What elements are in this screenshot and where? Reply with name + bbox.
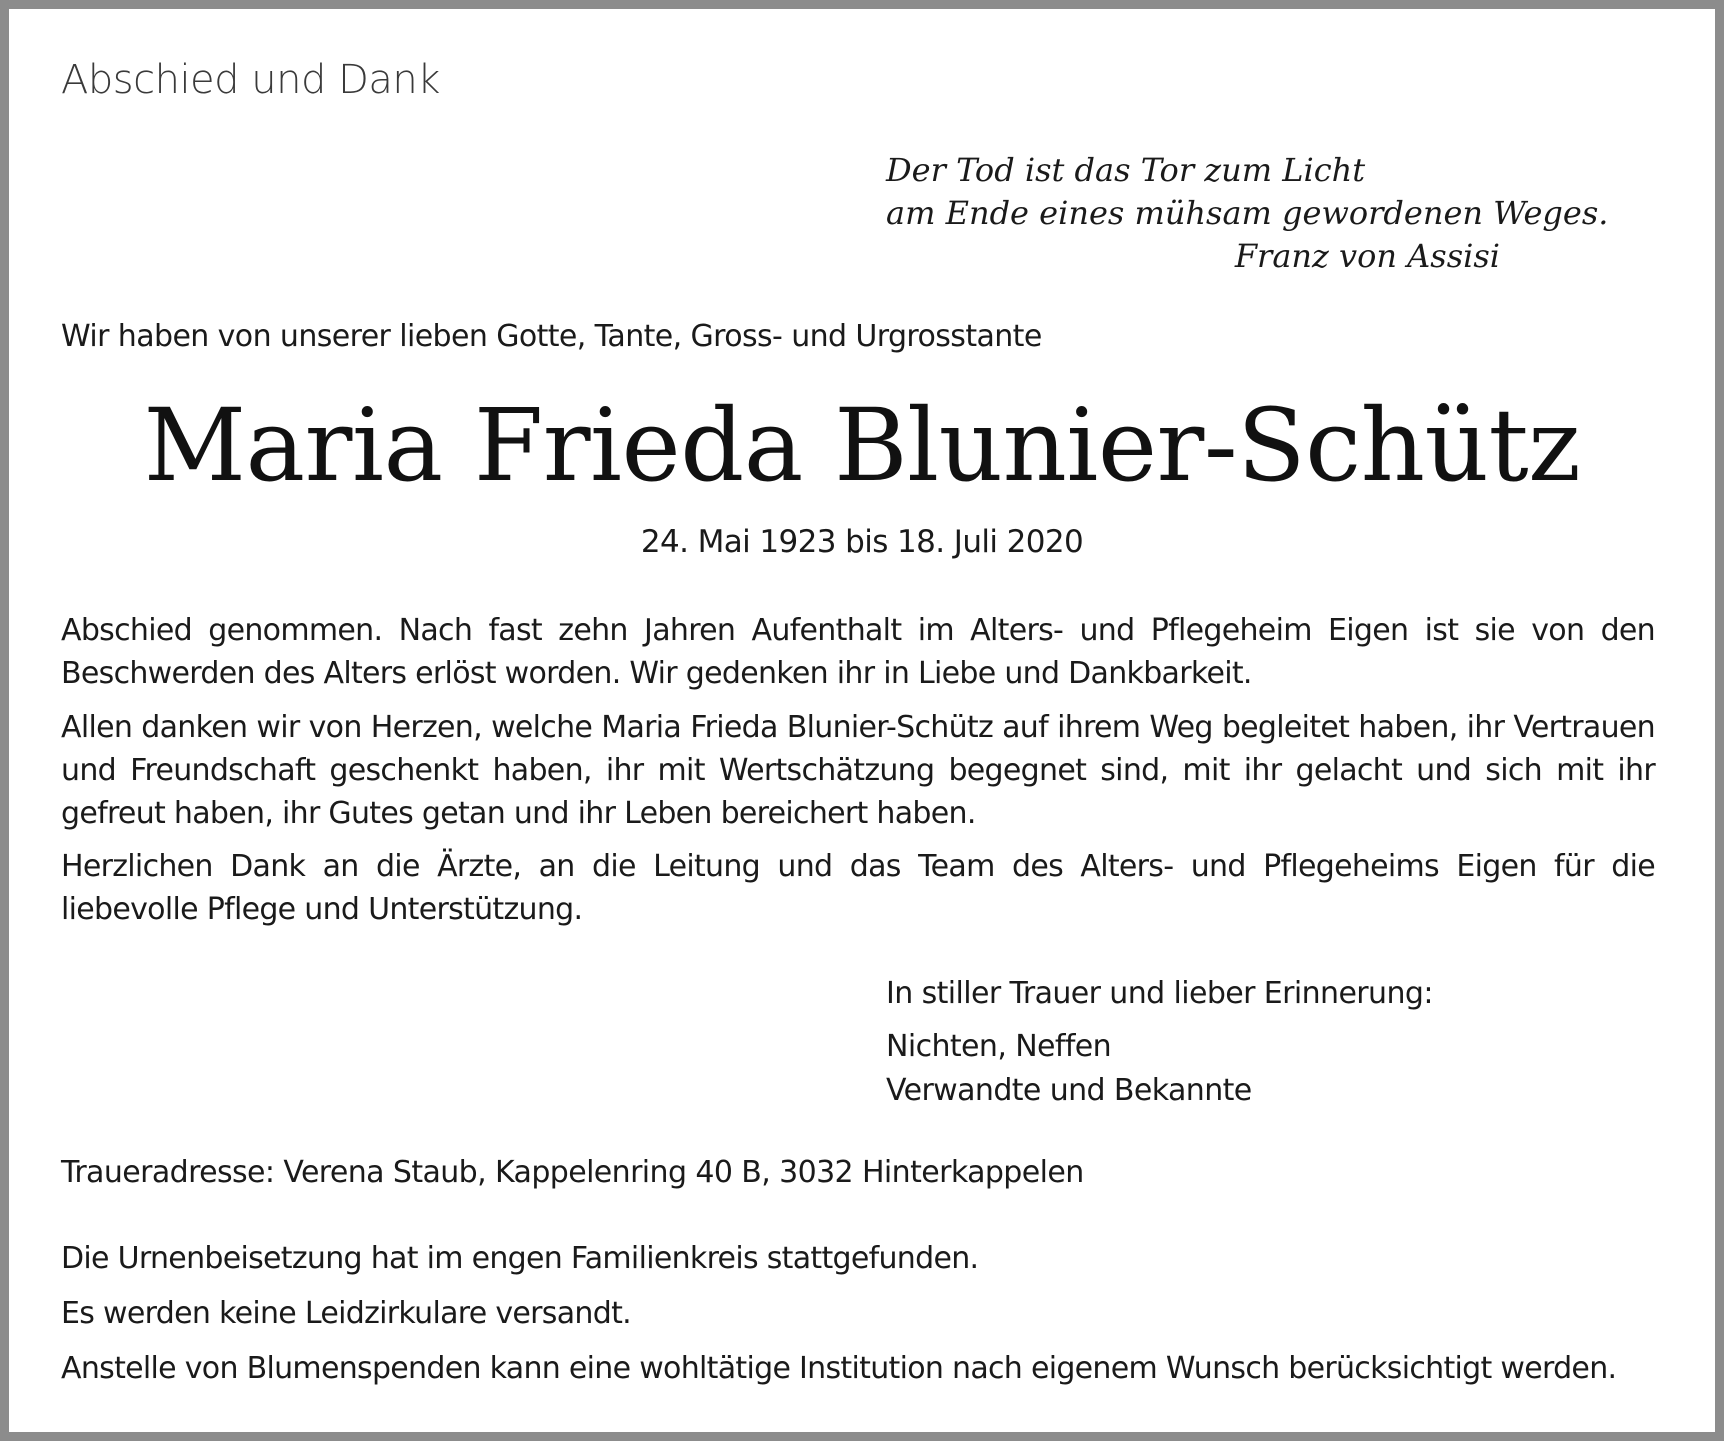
section-heading: Abschied und Dank (61, 57, 440, 103)
signature-intro: In stiller Trauer und lieber Erinnerung: (886, 976, 1433, 1011)
quote-block (886, 149, 1609, 278)
deceased-name: Maria Frieda Blunier-Schütz (143, 387, 1581, 504)
mourning-address: Traueradresse: Verena Staub, Kappelenring 40 B, 3032 Hinterkappelen (61, 1155, 1084, 1190)
note-circulars: Es werden keine Leidzirkulare versandt. (61, 1296, 631, 1331)
obituary-page (9, 9, 1715, 1432)
quote-line-1: Der Tod ist das Tor zum Licht (886, 151, 1366, 189)
intro-text: Wir haben von unserer lieben Gotte, Tante, Gross- und Urgrosstante (61, 319, 1042, 354)
quote-author: Franz von Assisi (1234, 237, 1500, 275)
note-donations: Anstelle von Blumenspenden kann eine wohltätige Institution nach eigenem Wunsch berücksichtigt werden. (61, 1351, 1617, 1386)
note-burial: Die Urnenbeisetzung hat im engen Familienkreis stattgefunden. (61, 1241, 979, 1276)
life-dates: 24. Mai 1923 bis 18. Juli 2020 (640, 524, 1084, 560)
paragraph-farewell: Abschied genommen. Nach fast zehn Jahren Aufenthalt im Alters- und Pflegeheim Eigen ist sie von den Beschwerden des Alters erlöst worden. Wir gedenken ihr in Liebe und Dankbarkeit. (61, 613, 1655, 691)
paragraph-care-thanks: Herzlichen Dank an die Ärzte, an die Leitung und das Team des Alters- und Pflegeheims Eigen für die liebevolle Pflege und Unterstützung. (61, 849, 1655, 927)
signature-line-1: Nichten, Neffen (886, 1029, 1112, 1064)
paragraph-thanks: Allen danken wir von Herzen, welche Maria Frieda Blunier-Schütz auf ihrem Weg begleitet haben, ihr Vertrauen und Freundschaft geschenkt haben, ihr mit Wertschätzung begegnet sind, mit ihr gelacht und sich mit ihr gefreut haben, ihr Gutes getan und ihr Leben bereichert haben. (61, 710, 1655, 831)
quote-line-2: am Ende eines mühsam gewordenen Weges. (886, 194, 1609, 232)
signature-line-2: Verwandte und Bekannte (886, 1073, 1252, 1108)
